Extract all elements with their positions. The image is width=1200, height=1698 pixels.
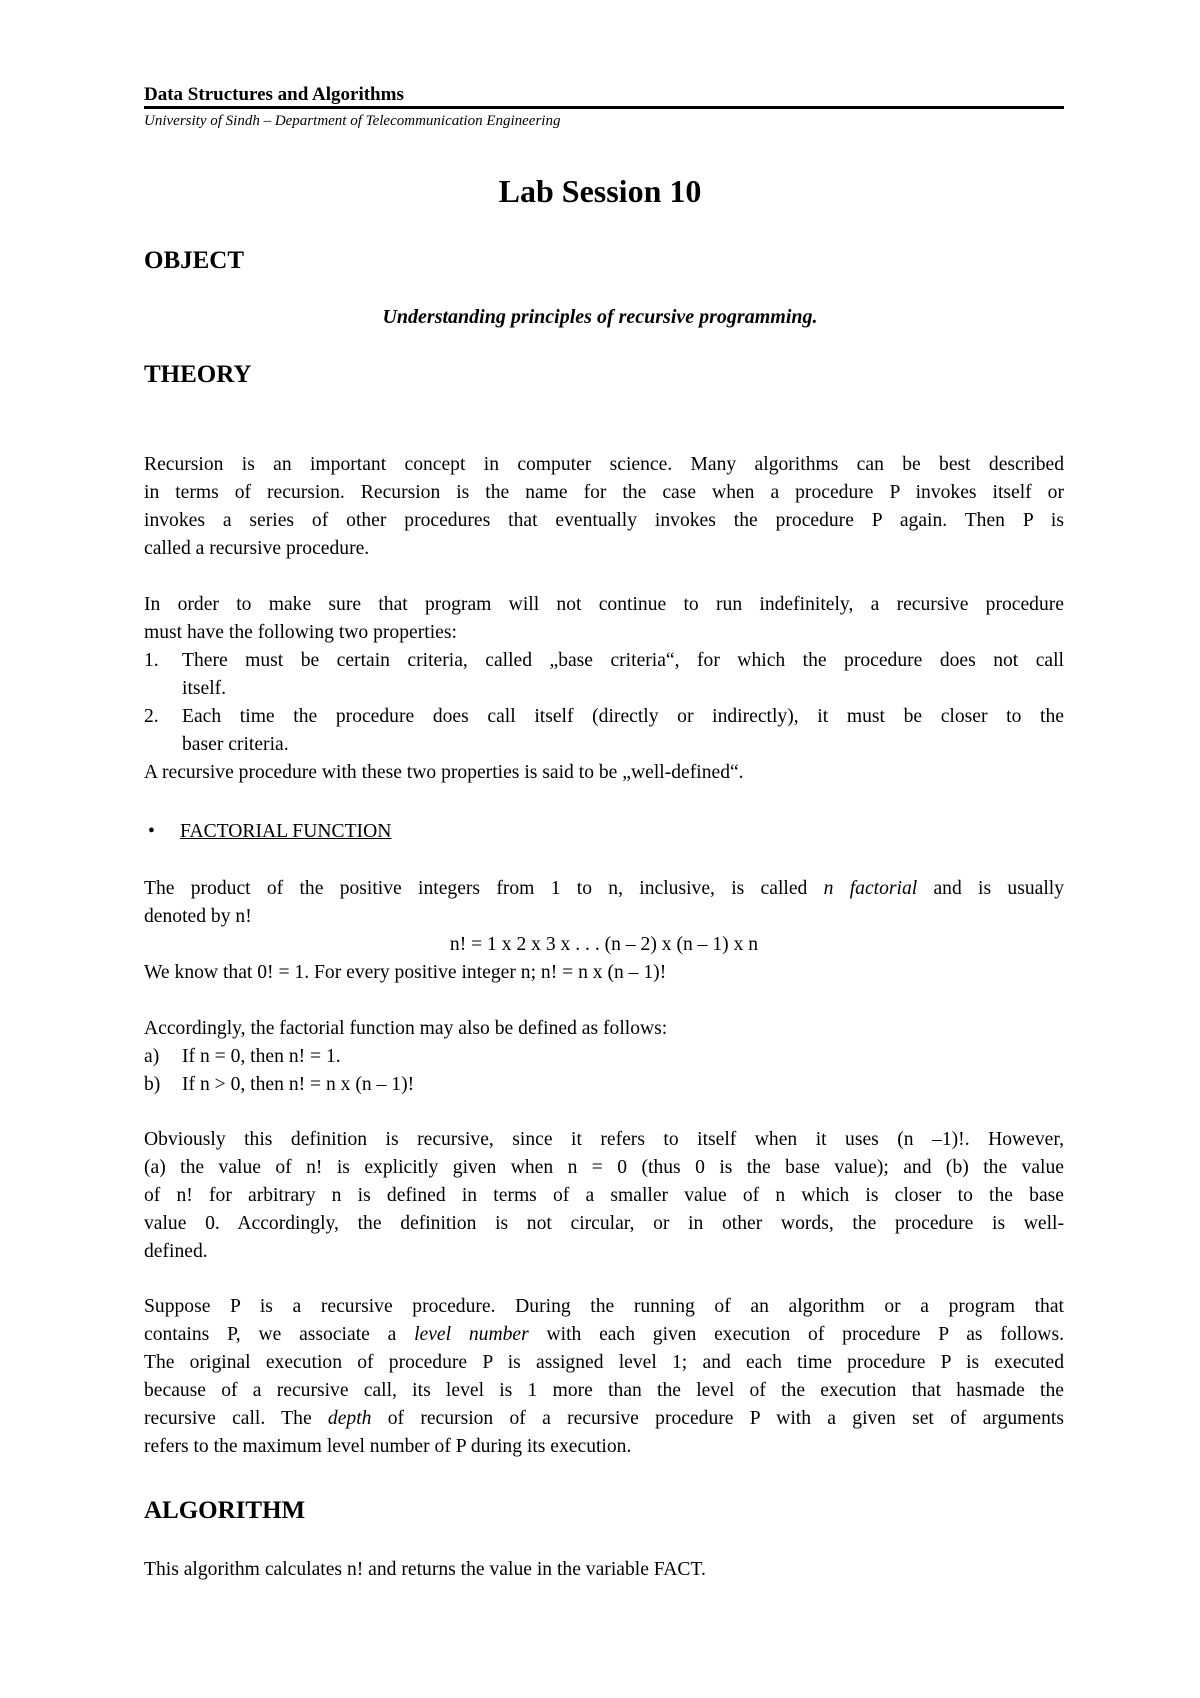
- text-line: defined.: [144, 1241, 208, 1262]
- text-run: and is usually: [917, 878, 1065, 899]
- text-run: recursive call. The: [144, 1408, 328, 1429]
- factorial-definition: [144, 875, 1064, 987]
- algorithm-heading: ALGORITHM: [144, 1497, 306, 1524]
- text-line: If n > 0, then n! = n x (n – 1)!: [182, 1074, 415, 1095]
- text-line: We know that 0! = 1. For every positive integer n; n! = n x (n – 1)!: [144, 962, 667, 983]
- text-line: In order to make sure that program will not continue to run indefinitely, a recursive procedure: [144, 594, 1064, 615]
- text-line: [144, 1405, 1064, 1433]
- factorial-formula: n! = 1 x 2 x 3 x . . . (n – 2) x (n – 1) x n: [449, 934, 759, 955]
- list-marker: 1.: [144, 650, 159, 671]
- list-marker: 2.: [144, 706, 159, 727]
- emphasis-term: depth: [327, 1408, 372, 1429]
- text-line: baser criteria.: [182, 734, 289, 755]
- department-subtitle: University of Sindh – Department of Telecommunication Engineering: [144, 113, 561, 129]
- factorial-cases: [144, 1015, 1064, 1099]
- text-line: [144, 1321, 1064, 1349]
- case-item-b: [144, 1071, 1064, 1099]
- emphasis-term: level number: [414, 1324, 529, 1345]
- text-line: Obviously this definition is recursive, since it refers to itself when it uses (n –1)!. However,: [144, 1129, 1064, 1150]
- factorial-section-heading: [144, 818, 1064, 846]
- text-line: Each time the procedure does call itself (directly or indirectly), it must be closer to the: [182, 706, 1064, 727]
- theory-paragraph-1: [144, 451, 1064, 563]
- text-line: A recursive procedure with these two properties is said to be „well-defined“.: [144, 762, 744, 783]
- emphasis-term: n factorial: [823, 878, 918, 899]
- theory-paragraph-2: [144, 591, 1064, 787]
- text-line: The original execution of procedure P is assigned level 1; and each time procedure P is executed: [144, 1352, 1064, 1373]
- bullet-marker: •: [148, 821, 155, 842]
- theory-heading: THEORY: [144, 361, 252, 388]
- text-line: denoted by n!: [144, 906, 252, 927]
- text-line: If n = 0, then n! = 1.: [182, 1046, 341, 1067]
- property-item-1: [144, 647, 1064, 703]
- text-run: contains P, we associate a: [144, 1324, 415, 1345]
- text-line: There must be certain criteria, called „base criteria“, for which the procedure does not call: [182, 650, 1064, 671]
- list-marker: b): [144, 1074, 161, 1095]
- factorial-heading: FACTORIAL FUNCTION: [180, 821, 392, 842]
- text-line: because of a recursive call, its level is 1 more than the level of the execution that hasmade the: [144, 1380, 1064, 1401]
- text-run: of recursion of a recursive procedure P with a given set of arguments: [371, 1408, 1064, 1429]
- level-number-paragraph: [144, 1293, 1064, 1461]
- text-line: in terms of recursion. Recursion is the name for the case when a procedure P invokes itself or: [144, 482, 1064, 503]
- text-line: [144, 875, 1064, 903]
- text-line: itself.: [182, 678, 227, 699]
- object-statement: Understanding principles of recursive programming.: [382, 306, 818, 328]
- text-line: must have the following two properties:: [144, 622, 457, 643]
- property-item-2: [144, 703, 1064, 759]
- text-line: Suppose P is a recursive procedure. During the running of an algorithm or a program that: [144, 1296, 1064, 1317]
- text-line: (a) the value of n! is explicitly given when n = 0 (thus 0 is the base value); and (b) the value: [144, 1157, 1064, 1178]
- text-line: refers to the maximum level number of P during its execution.: [144, 1436, 632, 1457]
- text-line: of n! for arbitrary n is defined in terms of a smaller value of n which is closer to the base: [144, 1185, 1064, 1206]
- list-marker: a): [144, 1046, 160, 1067]
- text-line: This algorithm calculates n! and returns the value in the variable FACT.: [144, 1559, 706, 1580]
- factorial-bullet-item: [144, 818, 1064, 846]
- text-line: value 0. Accordingly, the definition is not circular, or in other words, the procedure is well-: [144, 1213, 1064, 1234]
- text-line: Recursion is an important concept in computer science. Many algorithms can be best described: [144, 454, 1064, 475]
- text-run: The product of the positive integers from 1 to n, inclusive, is called: [144, 878, 824, 899]
- lab-session-title: Lab Session 10: [498, 173, 702, 209]
- text-run: with each given execution of procedure P as follows.: [528, 1324, 1064, 1345]
- text-line: invokes a series of other procedures that eventually invokes the procedure P again. Then P is: [144, 510, 1064, 531]
- text-line: called a recursive procedure.: [144, 538, 370, 559]
- algorithm-description: [144, 1556, 1064, 1584]
- course-title: Data Structures and Algorithms: [144, 84, 1064, 109]
- text-line: Accordingly, the factorial function may also be defined as follows:: [144, 1018, 668, 1039]
- recursion-explanation-paragraph: [144, 1126, 1064, 1266]
- object-heading: OBJECT: [144, 247, 245, 274]
- case-item-a: [144, 1043, 1064, 1071]
